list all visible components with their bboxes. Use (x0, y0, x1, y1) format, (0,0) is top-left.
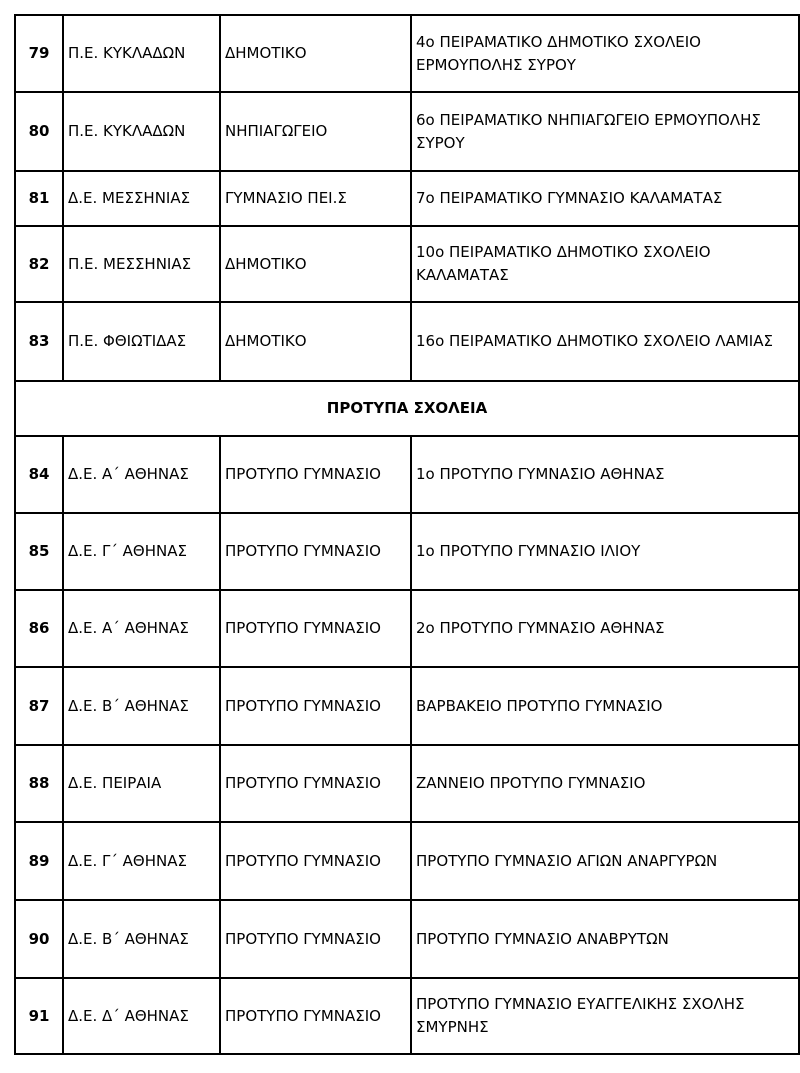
table-row (15, 92, 799, 171)
row-number: 89 (15, 822, 63, 900)
school-type-cell: ΔΗΜΟΤΙΚΟ (220, 226, 411, 302)
school-type-cell: ΠΡΟΤΥΠΟ ΓΥΜΝΑΣΙΟ (220, 745, 411, 822)
row-number: 84 (15, 436, 63, 513)
school-name-cell: ΠΡΟΤΥΠΟ ΓΥΜΝΑΣΙΟ ΑΝΑΒΡΥΤΩΝ (411, 900, 799, 978)
directorate-cell: Δ.Ε. Α΄ ΑΘΗΝΑΣ (63, 436, 220, 513)
school-type-cell: ΔΗΜΟΤΙΚΟ (220, 15, 411, 92)
school-type-cell: ΓΥΜΝΑΣΙΟ ΠΕΙ.Σ (220, 171, 411, 226)
school-name-cell: 1ο ΠΡΟΤΥΠΟ ΓΥΜΝΑΣΙΟ ΙΛΙΟΥ (411, 513, 799, 590)
row-number: 85 (15, 513, 63, 590)
directorate-cell: Δ.Ε. Α΄ ΑΘΗΝΑΣ (63, 590, 220, 667)
directorate-cell: Π.Ε. ΜΕΣΣΗΝΙΑΣ (63, 226, 220, 302)
school-type-cell: ΠΡΟΤΥΠΟ ΓΥΜΝΑΣΙΟ (220, 436, 411, 513)
school-type-cell: ΠΡΟΤΥΠΟ ΓΥΜΝΑΣΙΟ (220, 667, 411, 745)
school-type-cell: ΠΡΟΤΥΠΟ ΓΥΜΝΑΣΙΟ (220, 978, 411, 1054)
school-name-cell: 10ο ΠΕΙΡΑΜΑΤΙΚΟ ΔΗΜΟΤΙΚΟ ΣΧΟΛΕΙΟ ΚΑΛΑΜΑΤΑΣ (411, 226, 799, 302)
school-type-cell: ΠΡΟΤΥΠΟ ΓΥΜΝΑΣΙΟ (220, 822, 411, 900)
directorate-cell: Δ.Ε. ΜΕΣΣΗΝΙΑΣ (63, 171, 220, 226)
row-number: 87 (15, 667, 63, 745)
table-row (15, 978, 799, 1054)
directorate-cell: Δ.Ε. Β΄ ΑΘΗΝΑΣ (63, 667, 220, 745)
directorate-cell: Δ.Ε. Γ΄ ΑΘΗΝΑΣ (63, 822, 220, 900)
directorate-cell: Π.Ε. ΚΥΚΛΑΔΩΝ (63, 15, 220, 92)
school-type-cell: ΔΗΜΟΤΙΚΟ (220, 302, 411, 381)
school-type-cell: ΠΡΟΤΥΠΟ ΓΥΜΝΑΣΙΟ (220, 590, 411, 667)
school-name-cell: ΠΡΟΤΥΠΟ ΓΥΜΝΑΣΙΟ ΑΓΙΩΝ ΑΝΑΡΓΥΡΩΝ (411, 822, 799, 900)
table-row (15, 302, 799, 381)
school-name-cell: 2ο ΠΡΟΤΥΠΟ ΓΥΜΝΑΣΙΟ ΑΘΗΝΑΣ (411, 590, 799, 667)
school-name-cell: 4ο ΠΕΙΡΑΜΑΤΙΚΟ ΔΗΜΟΤΙΚΟ ΣΧΟΛΕΙΟ ΕΡΜΟΥΠΟΛΗΣ ΣΥΡΟΥ (411, 15, 799, 92)
school-name-cell: ΖΑΝΝΕΙΟ ΠΡΟΤΥΠΟ ΓΥΜΝΑΣΙΟ (411, 745, 799, 822)
schools-table (14, 14, 800, 1055)
row-number: 86 (15, 590, 63, 667)
row-number: 91 (15, 978, 63, 1054)
table-row (15, 226, 799, 302)
row-number: 81 (15, 171, 63, 226)
table-row (15, 590, 799, 667)
directorate-cell: Π.Ε. ΦΘΙΩΤΙΔΑΣ (63, 302, 220, 381)
directorate-cell: Δ.Ε. Γ΄ ΑΘΗΝΑΣ (63, 513, 220, 590)
table-row (15, 667, 799, 745)
table-row (15, 822, 799, 900)
table-row (15, 745, 799, 822)
school-type-cell: ΠΡΟΤΥΠΟ ΓΥΜΝΑΣΙΟ (220, 900, 411, 978)
table-row (15, 15, 799, 92)
school-name-cell: ΠΡΟΤΥΠΟ ΓΥΜΝΑΣΙΟ ΕΥΑΓΓΕΛΙΚΗΣ ΣΧΟΛΗΣ ΣΜΥΡΝΗΣ (411, 978, 799, 1054)
school-name-cell: ΒΑΡΒΑΚΕΙΟ ΠΡΟΤΥΠΟ ΓΥΜΝΑΣΙΟ (411, 667, 799, 745)
table-row (15, 436, 799, 513)
directorate-cell: Δ.Ε. Δ΄ ΑΘΗΝΑΣ (63, 978, 220, 1054)
section-header-row (15, 381, 799, 436)
row-number: 88 (15, 745, 63, 822)
row-number: 79 (15, 15, 63, 92)
school-type-cell: ΠΡΟΤΥΠΟ ΓΥΜΝΑΣΙΟ (220, 513, 411, 590)
row-number: 82 (15, 226, 63, 302)
school-name-cell: 1ο ΠΡΟΤΥΠΟ ΓΥΜΝΑΣΙΟ ΑΘΗΝΑΣ (411, 436, 799, 513)
row-number: 90 (15, 900, 63, 978)
school-name-cell: 16ο ΠΕΙΡΑΜΑΤΙΚΟ ΔΗΜΟΤΙΚΟ ΣΧΟΛΕΙΟ ΛΑΜΙΑΣ (411, 302, 799, 381)
directorate-cell: Δ.Ε. Β΄ ΑΘΗΝΑΣ (63, 900, 220, 978)
table-row (15, 513, 799, 590)
section-title: ΠΡΟΤΥΠΑ ΣΧΟΛΕΙΑ (15, 381, 799, 436)
table-row (15, 171, 799, 226)
directorate-cell: Π.Ε. ΚΥΚΛΑΔΩΝ (63, 92, 220, 171)
table-row (15, 900, 799, 978)
school-name-cell: 6ο ΠΕΙΡΑΜΑΤΙΚΟ ΝΗΠΙΑΓΩΓΕΙΟ ΕΡΜΟΥΠΟΛΗΣ ΣΥΡΟΥ (411, 92, 799, 171)
directorate-cell: Δ.Ε. ΠΕΙΡΑΙΑ (63, 745, 220, 822)
row-number: 80 (15, 92, 63, 171)
school-name-cell: 7ο ΠΕΙΡΑΜΑΤΙΚΟ ΓΥΜΝΑΣΙΟ ΚΑΛΑΜΑΤΑΣ (411, 171, 799, 226)
school-type-cell: ΝΗΠΙΑΓΩΓΕΙΟ (220, 92, 411, 171)
row-number: 83 (15, 302, 63, 381)
